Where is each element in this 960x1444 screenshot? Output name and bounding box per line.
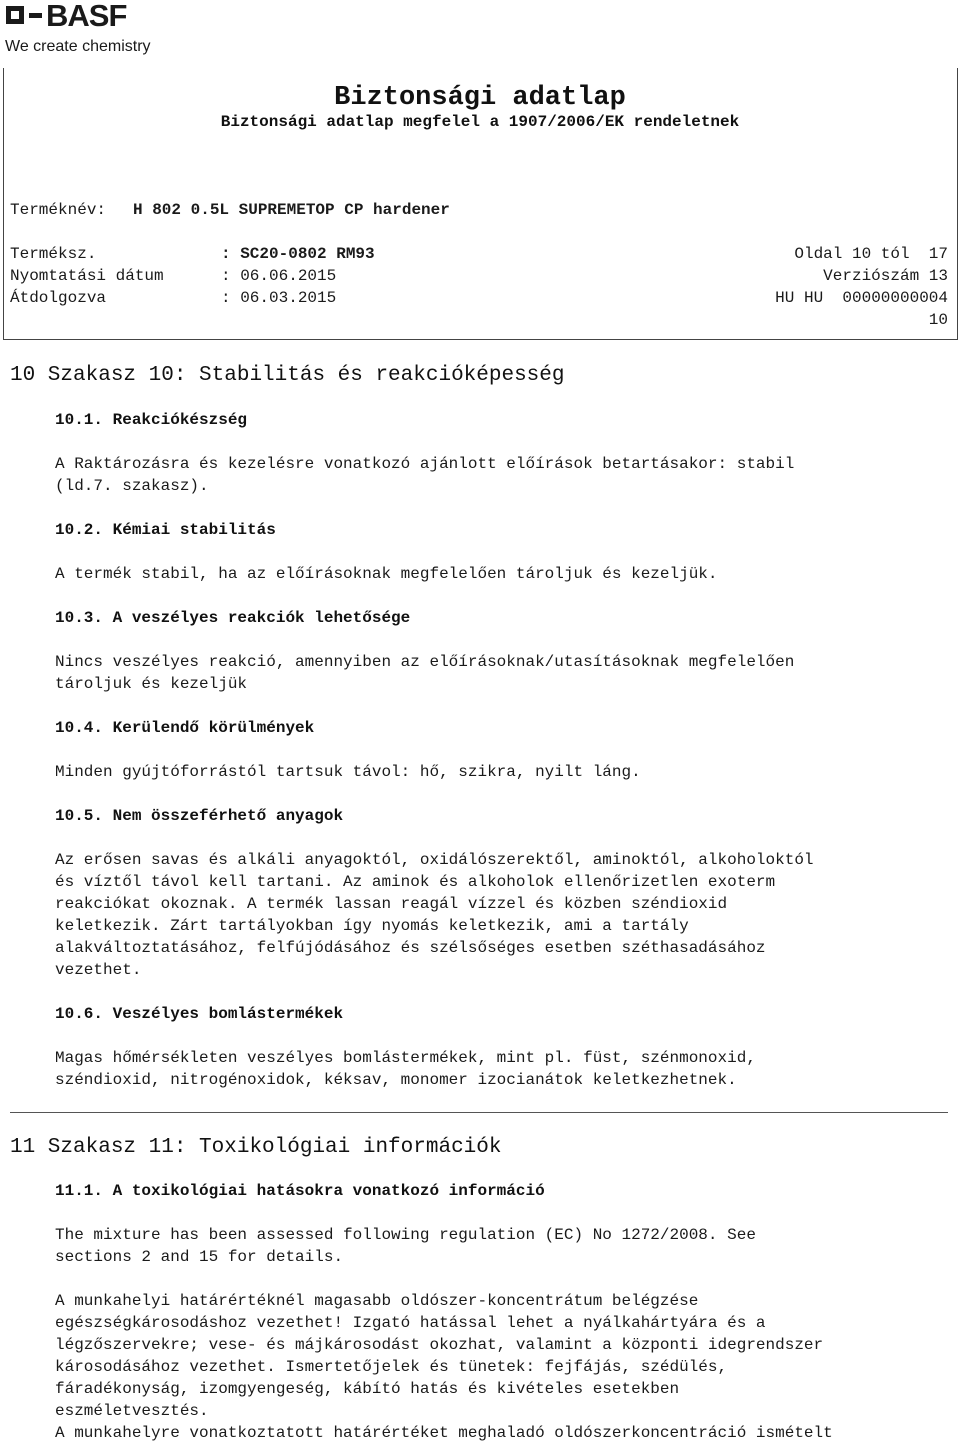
subsection-11-1-line: sections 2 and 15 for details.: [55, 1248, 344, 1266]
subsection-11-1-line: eszméletvesztés.: [55, 1402, 209, 1420]
revised-value: : 06.03.2015: [221, 289, 337, 307]
subsection-10-4-heading: 10.4. Kerülendő körülmények: [55, 719, 315, 737]
section-divider: [10, 1112, 948, 1113]
product-number-label: Terméksz.: [10, 245, 97, 263]
subsection-10-6-line: Magas hőmérsékleten veszélyes bomlástermékek, mint pl. füst, szénmonoxid,: [55, 1049, 756, 1067]
subsection-11-1-line: egészségkárosodáshoz vezethet! Izgató hatással lehet a nyálkahártyára és a: [55, 1314, 766, 1332]
subsection-10-6-heading: 10.6. Veszélyes bomlástermékek: [55, 1005, 344, 1023]
subsection-10-5-heading: 10.5. Nem összeférhető anyagok: [55, 807, 344, 825]
product-number-value: : SC20-0802 RM93: [221, 245, 375, 263]
section-11-heading: 11 Szakasz 11: Toxikológiai információk: [10, 1136, 502, 1159]
subsection-10-1-line: A Raktározásra és kezelésre vonatkozó ajánlott előírások betartásakor: stabil: [55, 455, 795, 473]
section-10-heading: 10 Szakasz 10: Stabilitás és reakcióképesség: [10, 364, 565, 387]
subsection-11-1-line: fáradékonyság, izomgyengeség, kábító hatás és kivételes esetekben: [55, 1380, 680, 1398]
document-title: Biztonsági adatlap: [334, 83, 626, 113]
document-code: HU HU 00000000004: [775, 289, 948, 307]
revised-label: Átdolgozva: [10, 289, 107, 307]
subsection-10-5-line: reakciókat okoznak. A termék lassan reagál vízzel és közben széndioxid: [55, 895, 728, 913]
print-date-value: : 06.06.2015: [221, 267, 337, 285]
subsection-11-1-line: károsodásához vezethet. Ismertetőjelek és tünetek: fejfájás, szédülés,: [55, 1358, 728, 1376]
subsection-10-5-line: Az erősen savas és alkáli anyagoktól, oxidálószerektől, aminoktól, alkoholoktól: [55, 851, 814, 869]
subsection-11-1-line: A munkahelyi határértéknél magasabb oldószer-koncentrátum belégzése: [55, 1292, 699, 1310]
subsection-11-1-line: légzőszervekre; vese- és májkárosodást okozhat, valamint a központi idegrendszer: [55, 1336, 824, 1354]
subsection-10-5-line: alakváltoztatásához, felfújódásához és szélsőséges esetben széthasadásához: [55, 939, 766, 957]
product-name-label: Terméknév:: [10, 201, 107, 219]
print-date-label: Nyomtatási dátum: [10, 267, 164, 285]
subsection-10-4-line: Minden gyújtóforrástól tartsuk távol: hő, szikra, nyilt láng.: [55, 763, 641, 781]
subsection-10-5-line: vezethet.: [55, 961, 142, 979]
brand-tagline: We create chemistry: [5, 38, 151, 55]
subsection-10-6-line: széndioxid, nitrogénoxidok, kéksav, monomer izocianátok keletkezhetnek.: [55, 1071, 737, 1089]
basf-logo-dash-icon: [29, 13, 42, 18]
subsection-10-1-line: (ld.7. szakasz).: [55, 477, 209, 495]
subsection-10-2-line: A termék stabil, ha az előírásoknak megfelelően tároljuk és kezeljük.: [55, 565, 718, 583]
document-subtitle: Biztonsági adatlap megfelel a 1907/2006/EK rendeletnek: [220, 113, 740, 131]
subsection-10-3-line: Nincs veszélyes reakció, amennyiben az előírásoknak/utasításoknak megfelelően: [55, 653, 795, 671]
subsection-10-3-line: tároljuk és kezeljük: [55, 675, 248, 693]
page-indicator: Oldal 10 tól 17: [794, 245, 948, 263]
subsection-10-5-line: keletkezik. Zárt tartályokban így nyomás keletkezik, ami a tartály: [55, 917, 689, 935]
subsection-11-1-line: The mixture has been assessed following regulation (EC) No 1272/2008. See: [55, 1226, 756, 1244]
subsection-10-5-line: és víztől távol kell tartani. Az aminok és alkoholok ellenőrizetlen exoterm: [55, 873, 776, 891]
document-code-suffix: 10: [928, 311, 948, 329]
basf-logo: BASF: [46, 0, 127, 33]
subsection-10-2-heading: 10.2. Kémiai stabilitás: [55, 521, 276, 539]
subsection-11-1-line: A munkahelyre vonatkoztatott határértéket meghaladó oldószerkoncentráció ismételt: [55, 1424, 833, 1442]
product-name-value: H 802 0.5L SUPREMETOP CP hardener: [133, 201, 450, 219]
version-number: Verziószám 13: [823, 267, 948, 285]
subsection-11-1-heading: 11.1. A toxikológiai hatásokra vonatkozó információ: [55, 1182, 545, 1200]
basf-logo-square-icon: [6, 6, 24, 24]
subsection-10-3-heading: 10.3. A veszélyes reakciók lehetősége: [55, 609, 411, 627]
brand-header: [0, 0, 300, 62]
subsection-10-1-heading: 10.1. Reakciókészség: [55, 411, 248, 429]
